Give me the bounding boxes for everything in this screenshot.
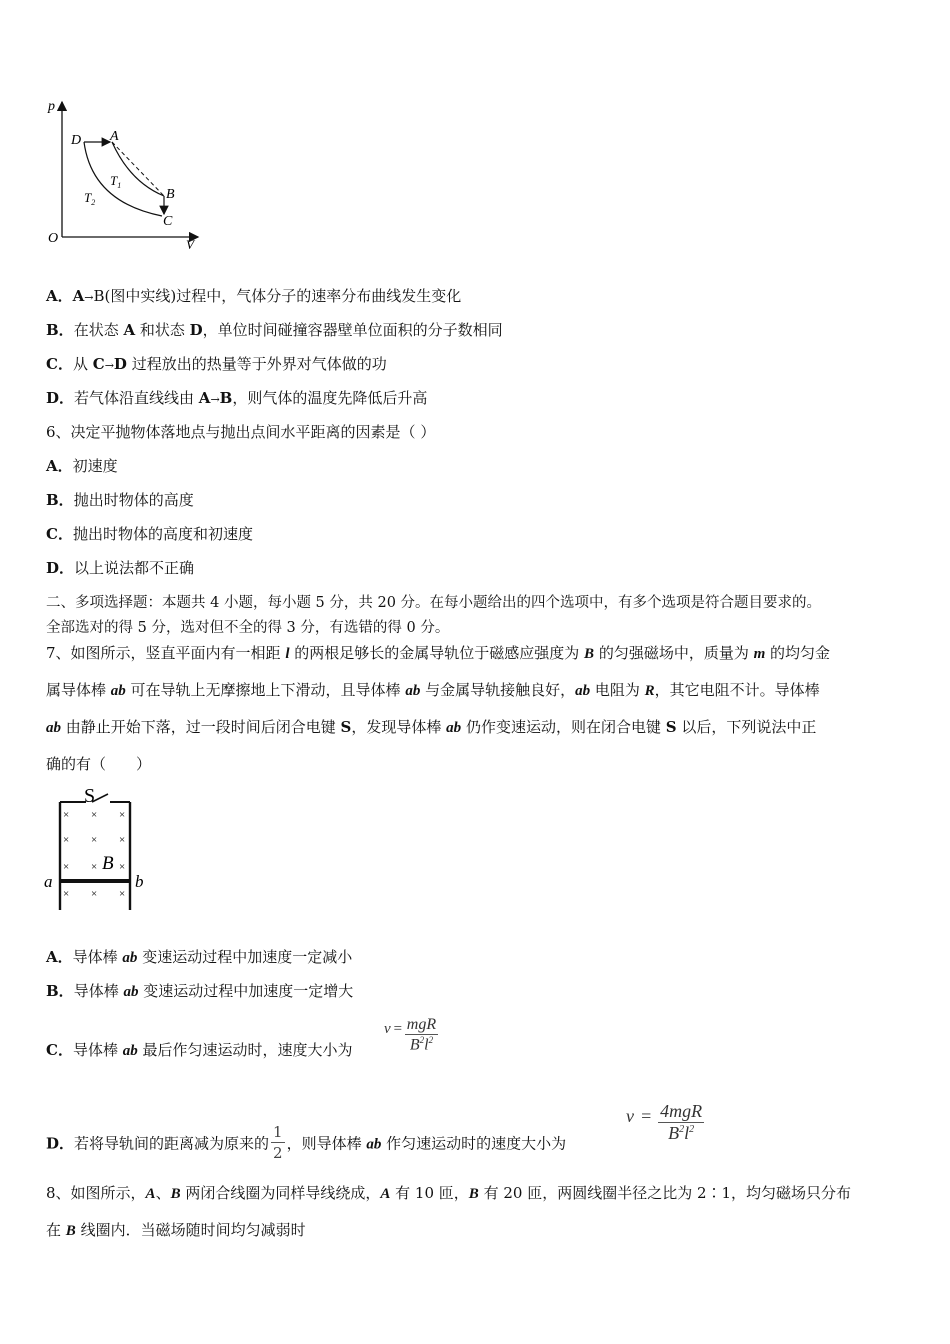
q7-option-d: D．若将导轨间的距离减为原来的 $\frac{1}{2}$ ，则导体棒 ab 作匀速运动时的速度大小为: [46, 1123, 567, 1162]
q7-stem-line1: 7、如图所示，竖直平面内有一相距 l 的两根足够长的金属导轨位于磁感应强度为 B 的匀强磁场中，质量为 m 的均匀金: [46, 644, 831, 662]
label-t2: $T_2$: [84, 190, 96, 207]
field-cross: ×: [91, 809, 98, 821]
field-cross: ×: [91, 861, 98, 873]
q6-option-c: C．抛出时物体的高度和初速度: [46, 525, 253, 543]
field-cross: ×: [119, 809, 126, 821]
option-letter: A．: [46, 287, 73, 305]
field-cross: ×: [119, 888, 126, 900]
q6-option-a: A．初速度: [46, 457, 118, 475]
label-d: D: [71, 133, 82, 148]
label-b: B: [166, 187, 175, 202]
p-axis-label: p: [48, 99, 55, 114]
switch-label: S: [84, 785, 96, 807]
field-label-b: B: [102, 853, 114, 874]
v-axis-label: V: [186, 237, 194, 252]
origin-label: O: [48, 231, 59, 246]
q7-option-a: A．导体棒 ab 变速运动过程中加速度一定减小: [46, 948, 353, 966]
field-cross: ×: [63, 834, 70, 846]
q6-option-d: D．以上说法都不正确: [46, 559, 195, 577]
section2-line2: 全部选对的得 5 分，选对但不全的得 3 分，有选错的得 0 分。: [46, 620, 450, 636]
q7-option-d-formula: v = $\frac{\text{4mgR}}{B^2l^2}$: [626, 1101, 703, 1143]
q8-stem-line1: 8、如图所示，A、B 两闭合线圈为同样导线绕成，A 有 10 匝，B 有 20 匝，两圆线圈半径之比为 2∶1，均匀磁场只分布: [46, 1184, 852, 1202]
q5-option-c: C．从 C→D 过程放出的热量等于外界对气体做的功: [46, 355, 387, 373]
label-t1: $T_1$: [110, 173, 122, 190]
field-cross: ×: [91, 888, 98, 900]
q5-option-b: B．在状态 A 和状态 D，单位时间碰撞容器壁单位面积的分子数相同: [46, 321, 503, 339]
q6-stem: 6、决定平抛物体落地点与抛出点间水平距离的因素是（ ）: [46, 423, 436, 441]
q6-option-b: B．抛出时物体的高度: [46, 491, 194, 509]
field-cross: ×: [63, 861, 70, 873]
bar-end-b: b: [135, 872, 144, 891]
field-cross: ×: [91, 834, 98, 846]
pv-diagram: [40, 92, 210, 252]
half-fraction: $\frac{1}{2}$: [273, 1123, 283, 1162]
q7-option-c-formula: v = $\frac{\text{mgR}}{B^2l^2}$: [384, 1016, 437, 1054]
field-cross: ×: [119, 861, 126, 873]
field-cross: ×: [63, 809, 70, 821]
q7-option-c: C．导体棒 ab 最后作匀速运动时，速度大小为: [46, 1041, 353, 1059]
bar-end-a: a: [44, 872, 53, 891]
q7-stem-line2: 属导体棒 ab 可在导轨上无摩擦地上下滑动，且导体棒 ab 与金属导轨接触良好，ab 电阻为 R，其它电阻不计。导体棒: [46, 681, 820, 699]
q5-option-d: D．若气体沿直线线由 A→B，则气体的温度先降低后升高: [46, 389, 428, 407]
label-a: A: [110, 129, 119, 144]
q7-option-b: B．导体棒 ab 变速运动过程中加速度一定增大: [46, 982, 354, 1000]
label-c: C: [163, 214, 173, 229]
fraction: $\frac{\text{4mgR}}{B^2l^2}$: [660, 1101, 703, 1143]
q8-stem-line2: 在 B 线圈内．当磁场随时间均匀减弱时: [46, 1221, 306, 1239]
q5-option-a: A．A→B(图中实线)过程中，气体分子的速率分布曲线发生变化: [46, 287, 462, 305]
field-cross: ×: [63, 888, 70, 900]
rail-diagram: [40, 780, 160, 915]
field-cross: ×: [119, 834, 126, 846]
q7-stem-line4: 确的有（ ）: [46, 755, 152, 773]
q7-stem-line3: ab 由静止开始下落，过一段时间后闭合电键 S，发现导体棒 ab 仍作变速运动，则在闭合电键 S 以后，下列说法中正: [46, 718, 817, 736]
fraction: $\frac{\text{mgR}}{B^2l^2}$: [406, 1016, 437, 1054]
section2-line1: 二、多项选择题：本题共 4 小题，每小题 5 分，共 20 分。在每小题给出的四个选项中，有多个选项是符合题目要求的。: [46, 595, 822, 611]
